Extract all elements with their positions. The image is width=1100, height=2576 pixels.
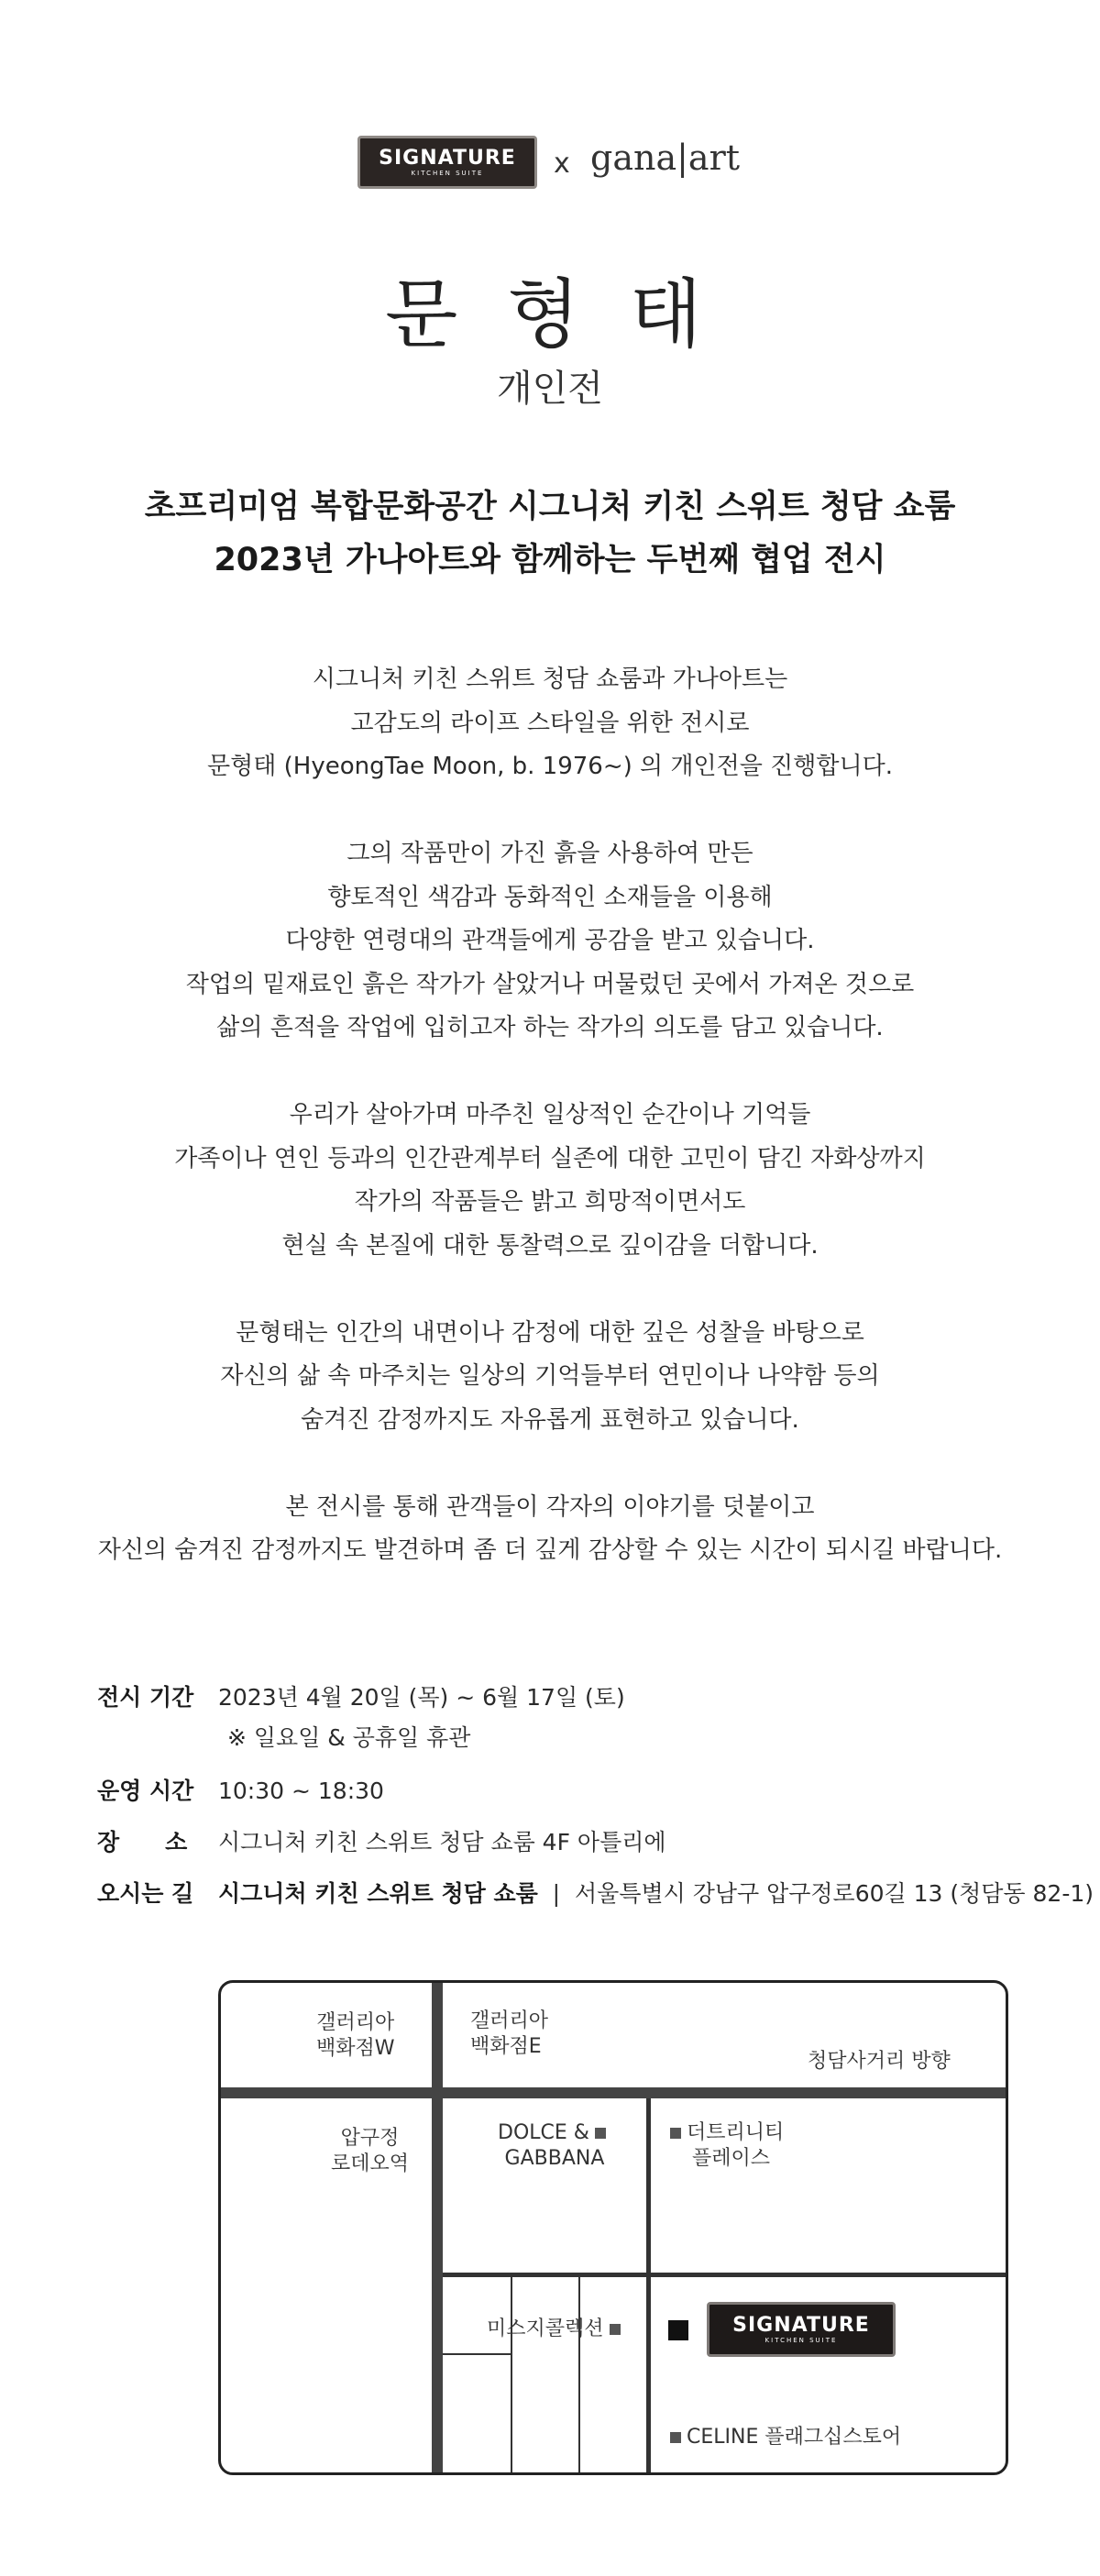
info-period — [97, 1678, 1069, 1771]
map-label-gallery-e: 갤러리아 백화점E — [470, 2009, 549, 2058]
signature-logo-text: SIGNATURE — [379, 146, 516, 170]
description-line: 시그니처 키친 스위트 청담 쇼룸과 가나아트는 — [312, 666, 788, 693]
signature-logo-subtext: KITCHEN SUITE — [411, 169, 484, 177]
hours-value: 10:30 ~ 18:30 — [218, 1778, 384, 1804]
description-line: 작업의 밑재료인 흙은 작가가 살았거나 머물렀던 곳에서 가져온 것으로 — [185, 970, 915, 998]
description-line: 그의 작품만이 가진 흙을 사용하여 만든 — [346, 840, 754, 867]
map-block-line — [443, 2273, 1008, 2277]
header-logos — [0, 128, 1100, 198]
marker-icon — [670, 2128, 681, 2139]
map-label-gallery-w: 갤러리아 백화점W — [316, 2011, 395, 2060]
exhibition-description — [0, 658, 1100, 1573]
period-value: 2023년 4월 20일 (목) ~ 6월 17일 (토) — [218, 1684, 625, 1711]
hours-label: 운영 시간 — [97, 1778, 194, 1804]
map-label-dolce-gabbana: DOLCE & GABBANA — [498, 2121, 605, 2170]
info-hours — [97, 1771, 1069, 1822]
description-line: 작가의 작품들은 밝고 희망적이면서도 — [354, 1188, 746, 1216]
signature-logo — [358, 136, 537, 189]
map-label-celine: CELINE 플래그십스토어 — [670, 2425, 901, 2450]
gana-art-logo: gana|art — [590, 138, 741, 178]
map-label-misoji: 미스지콜렉션 — [487, 2317, 626, 2342]
description-line: 숨겨진 감정까지도 자유롭게 표현하고 있습니다. — [301, 1405, 799, 1434]
description-line: 문형태는 인간의 내면이나 감정에 대한 깊은 성찰을 바탕으로 — [236, 1318, 864, 1347]
map-block-line — [578, 2277, 580, 2475]
description-line: 향토적인 색감과 동화적인 소재들을 이용해 — [327, 883, 773, 911]
map-label-trinity-place: 더트리니티 플레이스 — [670, 2120, 784, 2172]
intro-heading — [0, 480, 1100, 587]
directions-name: 시그니처 키친 스위트 청담 쇼룸 — [218, 1880, 538, 1907]
map-signature-logo: SIGNATURE KITCHEN SUITE — [707, 2302, 896, 2357]
directions-separator: | — [552, 1880, 561, 1907]
directions-label: 오시는 길 — [97, 1880, 194, 1907]
intro-heading-line: 2023년 가나아트와 함께하는 두번째 협업 전시 — [214, 542, 886, 578]
marker-icon — [610, 2324, 621, 2335]
description-line: 삶의 흔적을 작업에 입히고자 하는 작가의 의도를 담고 있습니다. — [216, 1014, 884, 1041]
exhibition-subtitle: 개인전 — [497, 368, 603, 410]
marker-icon — [670, 2432, 681, 2443]
map-road-horizontal — [221, 2087, 1008, 2098]
description-line: 가족이나 연인 등과의 인간관계부터 실존에 대한 고민이 담긴 자화상까지 — [174, 1144, 926, 1172]
map-block-line — [511, 2277, 512, 2475]
map-block-line — [443, 2353, 512, 2355]
directions-value — [218, 1876, 1094, 1912]
description-line: 다양한 연령대의 관객들에게 공감을 받고 있습니다. — [285, 927, 815, 954]
period-label: 전시 기간 — [97, 1684, 194, 1711]
collab-x: x — [554, 148, 570, 180]
period-note: ※ 일요일 & 공휴일 휴관 — [227, 1724, 471, 1751]
description-line: 고감도의 라이프 스타일을 위한 전시로 — [350, 709, 750, 737]
intro-heading-line: 초프리미엄 복합문화공간 시그니처 키친 스위트 청담 쇼룸 — [144, 489, 956, 525]
place-label: 장 소 — [97, 1829, 188, 1855]
marker-icon — [595, 2128, 606, 2139]
exhibition-info — [97, 1678, 1094, 1916]
info-directions — [97, 1874, 1094, 1916]
showroom-marker-icon — [668, 2320, 688, 2340]
info-place — [97, 1822, 1069, 1874]
description-line: 자신의 숨겨진 감정까지도 발견하며 좀 더 깊게 감상할 수 있는 시간이 되시길 바랍니다. — [97, 1536, 1003, 1564]
description-line: 우리가 살아가며 마주친 일상적인 순간이나 기억들 — [289, 1101, 811, 1128]
place-value: 시그니처 키친 스위트 청담 쇼룸 4F 아틀리에 — [218, 1829, 666, 1855]
location-map — [218, 1980, 1008, 2475]
description-line: 현실 속 본질에 대한 통찰력으로 깊이감을 더합니다. — [281, 1231, 819, 1260]
directions-address: 서울특별시 강남구 압구정로60길 13 (청담동 82-1) — [575, 1880, 1094, 1907]
description-line: 자신의 삶 속 마주치는 일상의 기억들부터 연민이나 나약함 등의 — [220, 1362, 880, 1390]
map-label-cheongdam-direction: 청담사거리 방향 — [808, 2050, 951, 2073]
description-line: 본 전시를 통해 관객들이 각자의 이야기를 덧붙이고 — [285, 1492, 815, 1521]
map-block-line — [646, 2098, 651, 2475]
map-label-apgujeong-station: 압구정 로데오역 — [331, 2127, 410, 2175]
map-road-vertical — [432, 1983, 443, 2475]
description-line: 문형태 (HyeongTae Moon, b. 1976~) 의 개인전을 진행합니다. — [207, 753, 893, 780]
artist-name-title: 문 형 태 — [385, 271, 715, 358]
